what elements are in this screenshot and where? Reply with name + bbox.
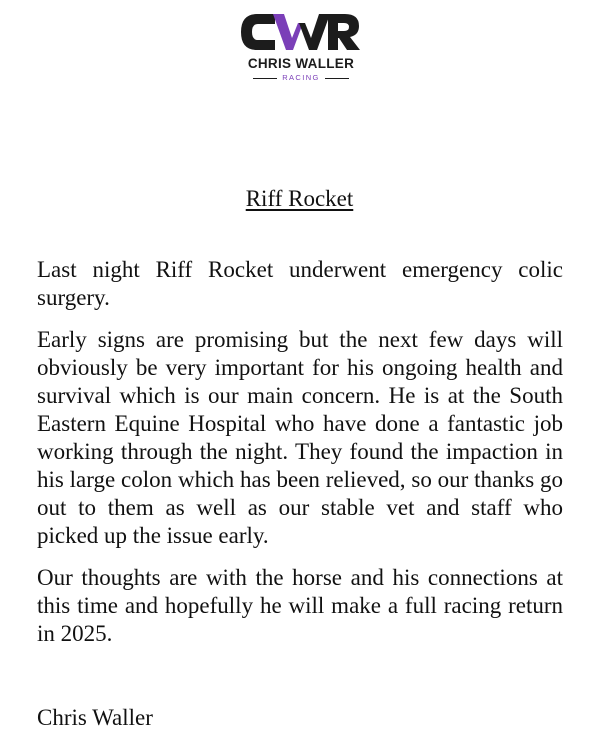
paragraph-3: Our thoughts are with the horse and his connections at this time and hopefully he will make a full racing return in 2025.: [37, 565, 563, 646]
logo-wordmark: CHRIS WALLER: [247, 56, 355, 71]
document-body: [37, 256, 563, 662]
logo-subtitle-text: RACING: [282, 73, 320, 82]
cwr-monogram-icon: [239, 10, 363, 56]
signature: Chris Waller: [37, 705, 153, 730]
document-title: Riff Rocket: [245, 186, 354, 211]
logo-rule-left: [253, 78, 277, 79]
chris-waller-racing-logo: [239, 10, 363, 82]
logo-rule-right: [325, 78, 349, 79]
paragraph-1: Last night Riff Rocket underwent emergency colic surgery.: [37, 257, 563, 310]
logo-subtitle: [239, 73, 363, 83]
paragraph-2: Early signs are promising but the next few days will obviously be very important for his ongoing health and survival which is our main concern. He is at the South Eastern Equine Hospital who have done a fantastic job working through the night. They found the impaction in his large colon which has been relieved, so our thanks go out to them as well as our stable vet and staff who picked up the issue early.: [37, 327, 563, 548]
